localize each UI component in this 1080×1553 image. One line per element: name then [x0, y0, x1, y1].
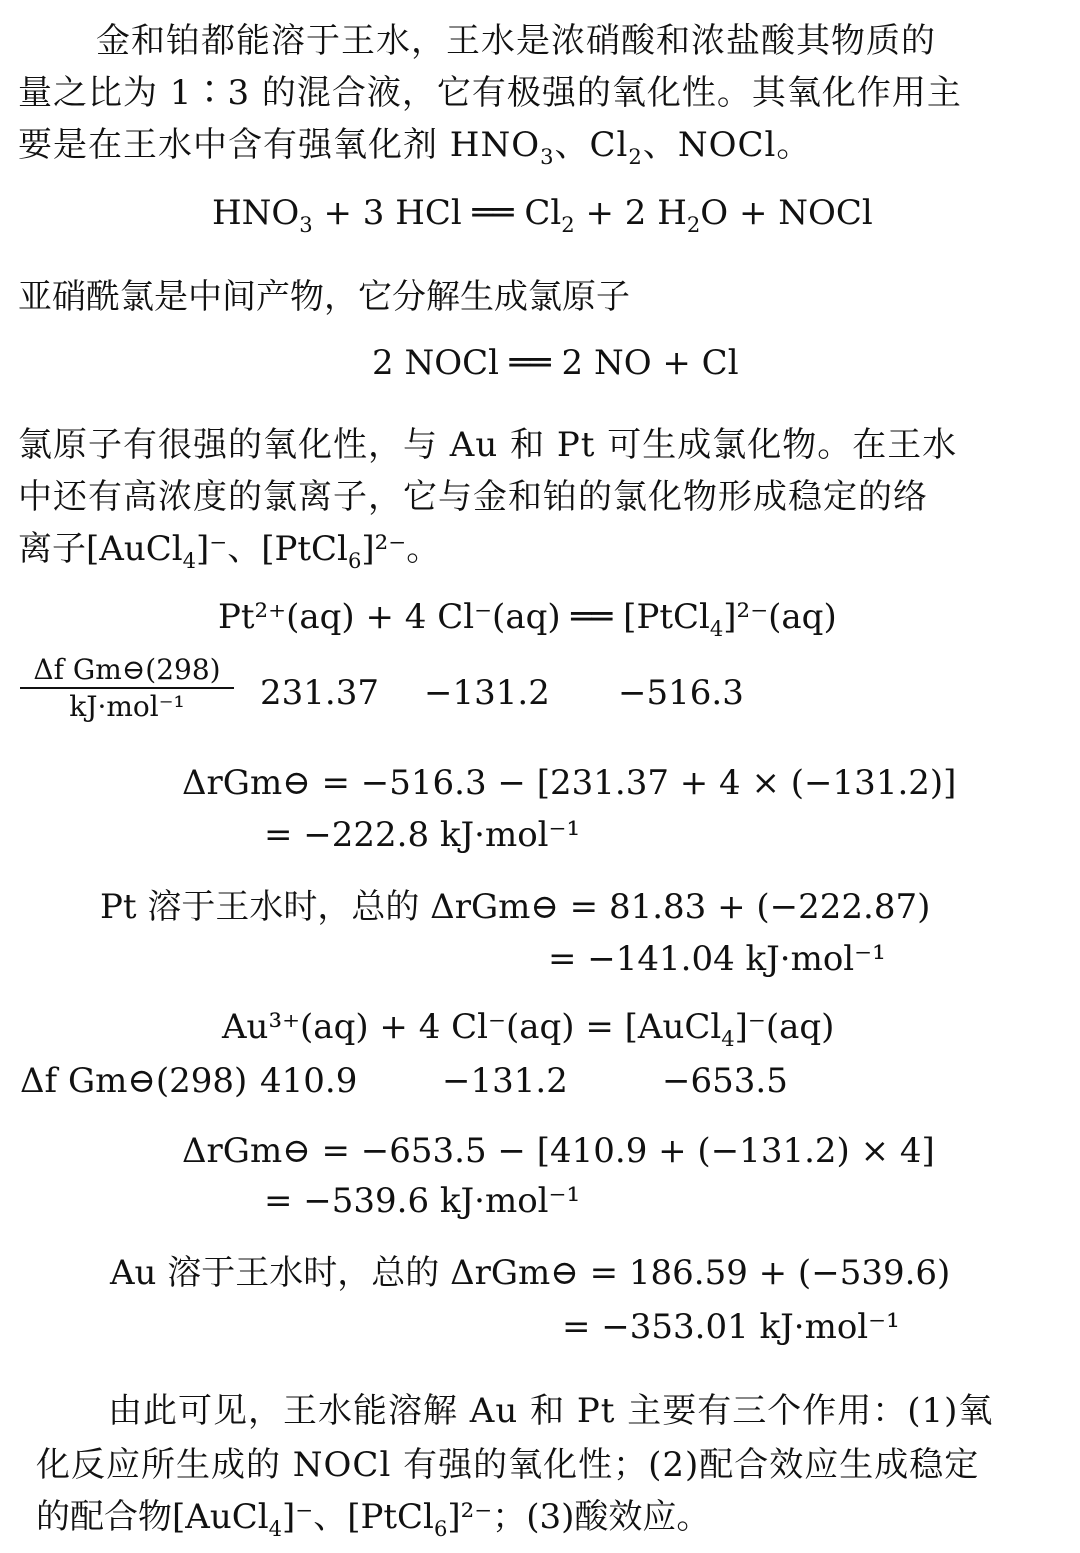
para3-line2: 中还有高浓度的氯离子，它与金和铂的氯化物形成稳定的络 — [18, 477, 928, 517]
equation-hno3-hcl: $HNO_3 + 3$ HCl ══ $Cl_2 + 2$ $H_2O$ + NOCl — [212, 193, 873, 237]
para2-line: 亚硝酰氯是中间产物，它分解生成氯原子 — [18, 277, 630, 317]
equation-nocl-decomposition: 2 NOCl ══ 2 NO + Cl — [372, 343, 739, 383]
pt-delta-g-calculation: ΔrGm⊖ = −516.3 − [231.37 + 4 × (−131.2)] — [182, 763, 957, 803]
au-reaction-equation: Au³⁺(aq) + 4 Cl⁻(aq) = [AuCl$_4$]⁻(aq) — [222, 1007, 835, 1051]
pt-reaction-equation: Pt²⁺(aq) + 4 Cl⁻(aq) ══ [PtCl$_4$]²⁻(aq) — [218, 597, 837, 641]
para1-line1: 金和铂都能溶于王水，王水是浓硝酸和浓盐酸其物质的 — [96, 21, 936, 61]
pt-total-delta-g: Pt 溶于王水时，总的 ΔrGm⊖ = 81.83 + (−222.87) — [100, 887, 931, 927]
au-value-au3plus: 410.9 — [260, 1061, 358, 1101]
pt-total-delta-g-result: = −141.04 kJ·mol⁻¹ — [548, 939, 886, 979]
pt-value-ptcl4: −516.3 — [618, 673, 744, 713]
para4-line2: 化反应所生成的 NOCl 有强的氧化性；(2)配合效应生成稳定 — [36, 1445, 980, 1485]
para1-line2: 量之比为 1∶3 的混合液，它有极强的氧化性。其氧化作用主 — [18, 73, 962, 113]
para3-line1: 氯原子有很强的氧化性，与 Au 和 Pt 可生成氯化物。在王水 — [18, 425, 958, 465]
pt-value-pt2plus: 231.37 — [260, 673, 379, 713]
au-value-chloride: −131.2 — [442, 1061, 568, 1101]
pt-gibbs-label-numerator: Δf Gm⊖(298) — [20, 656, 234, 689]
au-value-aucl4: −653.5 — [662, 1061, 788, 1101]
pt-gibbs-label — [20, 653, 234, 723]
para1-line3: 要是在王水中含有强氧化剂 $HNO_3$、$Cl_2$、NOCl。 — [18, 125, 812, 169]
pt-gibbs-label-denominator: kJ·mol⁻¹ — [69, 690, 185, 723]
para4-line3: 的配合物[AuCl$_4$]⁻、[PtCl$_6$]²⁻；(3)酸效应。 — [36, 1497, 711, 1541]
para4-line1: 由此可见，王水能溶解 Au 和 Pt 主要有三个作用：(1)氧 — [108, 1391, 994, 1431]
au-total-delta-g: Au 溶于王水时，总的 ΔrGm⊖ = 186.59 + (−539.6) — [110, 1253, 951, 1293]
au-delta-g-calculation: ΔrGm⊖ = −653.5 − [410.9 + (−131.2) × 4] — [182, 1131, 935, 1171]
au-total-delta-g-result: = −353.01 kJ·mol⁻¹ — [562, 1307, 900, 1347]
pt-delta-g-result: = −222.8 kJ·mol⁻¹ — [264, 815, 581, 855]
au-gibbs-label: Δf Gm⊖(298) — [20, 1061, 248, 1101]
para3-line3: 离子[AuCl$_4$]⁻、[PtCl$_6$]²⁻。 — [18, 529, 441, 573]
pt-value-chloride: −131.2 — [424, 673, 550, 713]
au-delta-g-result: = −539.6 kJ·mol⁻¹ — [264, 1181, 581, 1221]
